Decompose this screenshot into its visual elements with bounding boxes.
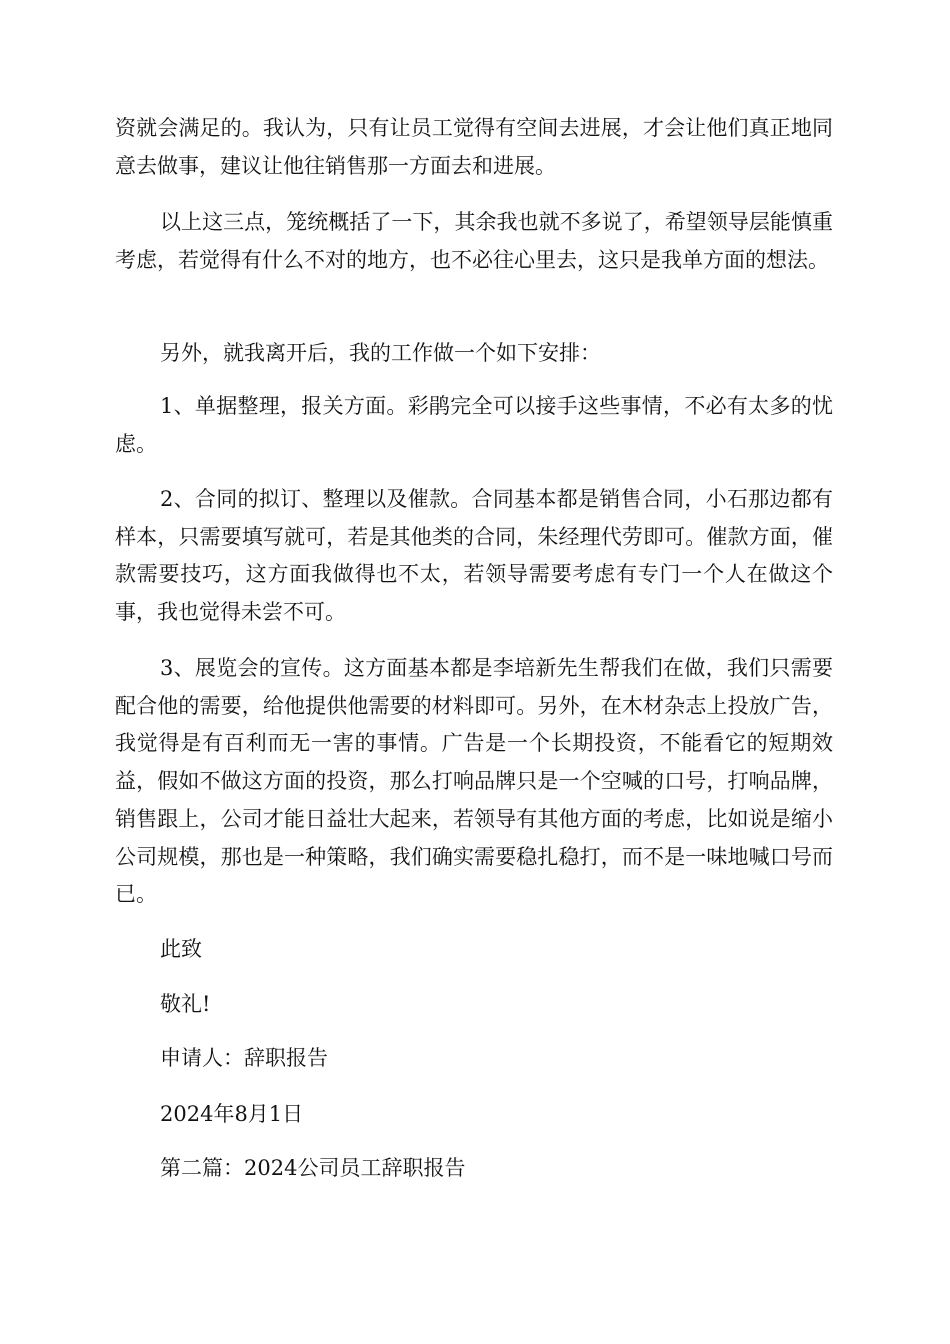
next-section-title: 第二篇：2024公司员工辞职报告: [160, 1156, 466, 1180]
date-line: 2024年8月1日: [160, 1102, 304, 1126]
paragraph-item-3: 3、展览会的宣传。这方面基本都是李培新先生帮我们在做，我们只需要配合他的需要，给他提供他需要的材料即可。另外，在木材杂志上投放广告，我觉得是有百利而无一害的事情。广告是一个长期投资，不能看它的短期效益，假如不做这方面的投资，那么打响品牌只是一个空喊的口号，打响品牌，销售跟上，公司才能日益壮大起来，若领导有其他方面的考虑，比如说是缩小公司规模，那也是一种策略，我们确实需要稳扎稳打，而不是一味地喊口号而已。: [115, 656, 833, 907]
applicant-line: 申请人：辞职报告: [160, 1046, 328, 1070]
paragraph-summary: 以上这三点，笼统概括了一下，其余我也就不多说了，希望领导层能慎重考虑，若觉得有什么不对的地方，也不必往心里去，这只是我单方面的想法。: [115, 210, 833, 272]
paragraph-continuation: 资就会满足的。我认为，只有让员工觉得有空间去进展，才会让他们真正地同意去做事，建议让他往销售那一方面去和进展。: [115, 116, 833, 178]
closing-text: 此致: [160, 937, 202, 961]
paragraph-item-1: 1、单据整理，报关方面。彩鹃完全可以接手这些事情，不必有太多的忧虑。: [115, 394, 833, 456]
paragraph-item-2: 2、合同的拟订、整理以及催款。合同基本都是销售合同，小石那边都有样本，只需要填写就可，若是其他类的合同，朱经理代劳即可。催款方面，催款需要技巧，这方面我做得也不太，若领导需要考虑有专门一个人在做这个事，我也觉得未尝不可。: [115, 487, 833, 625]
salute-text: 敬礼!: [160, 992, 211, 1016]
paragraph-arrangement-intro: 另外，就我离开后，我的工作做一个如下安排：: [160, 341, 601, 365]
